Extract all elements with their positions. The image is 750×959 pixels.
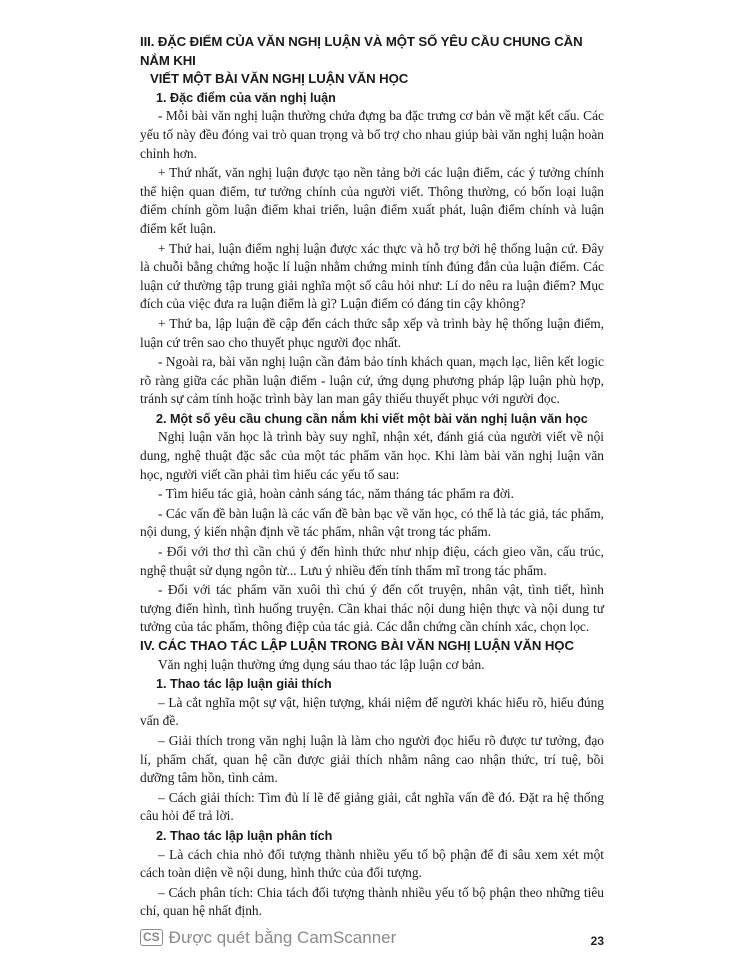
subheading: 1. Đặc điểm của văn nghị luận — [156, 90, 336, 105]
camscanner-logo-icon: CS — [140, 929, 163, 946]
paragraph: – Cách phân tích: Chia tách đối tượng thành nhiều yếu tố bộ phận theo những tiêu chí, quan hệ nhất định. — [140, 884, 604, 919]
paragraph: - Đối với thơ thì cần chú ý đến hình thức như nhịp điệu, cách gieo vần, cấu trúc, nghệ thuật sử dụng ngôn từ... Lưu ý nhiều đến tính thẩm mĩ trong tác phẩm. — [140, 544, 604, 578]
page-footer — [140, 927, 604, 949]
paragraph: - Các vấn đề bàn luận là các vấn đề bàn bạc về văn học, có thể là tác giả, tác phẩm, nội dung, ý kiến nhận định về tác phẩm, nhân vật trong tác phẩm. — [140, 505, 604, 540]
page-number: 23 — [590, 933, 604, 948]
paragraph: - Tìm hiểu tác giả, hoàn cảnh sáng tác, năm tháng tác phẩm ra đời. — [158, 486, 514, 502]
section-3-heading — [140, 33, 604, 89]
paragraph: Văn nghị luận thường ứng dụng sáu thao tác lập luận cơ bản. — [158, 656, 485, 672]
paragraph: + Thứ hai, luận điểm nghị luận được xác thực và hỗ trợ bởi hệ thống luận cứ. Đây là chuỗi bằng chứng hoặc lí luận nhằm chứng minh tính đúng đắn của luận điểm. Các luận cứ thường tập trung giải nghĩa một số câu hỏi như: Lí do nêu ra luận điểm? Mục đích của việc đưa ra luận điểm là gì? Luận điểm có đáng tin cậy không? — [140, 240, 604, 312]
camscanner-watermark — [140, 927, 396, 949]
heading-line: III. ĐẶC ĐIỂM CỦA VĂN NGHỊ LUẬN VÀ MỘT SỐ YÊU CẦU CHUNG CẦN NẮM KHI — [140, 34, 583, 68]
subheading: 2. Thao tác lập luận phân tích — [156, 828, 333, 843]
paragraph: – Cách giải thích: Tìm đủ lí lẽ để giảng giải, cắt nghĩa vấn đề đó. Đặt ra hệ thống câu hỏi để trả lời. — [140, 789, 604, 824]
paragraph: - Mỗi bài văn nghị luận thường chứa đựng ba đặc trưng cơ bản về mặt kết cấu. Các yếu tố này đều đóng vai trò quan trọng và bổ trợ cho nhau giúp bài văn nghị luận hoàn chỉnh hơn. — [140, 108, 604, 161]
section-4-heading: IV. CÁC THAO TÁC LẬP LUẬN TRONG BÀI VĂN NGHỊ LUẬN VĂN HỌC — [140, 638, 574, 653]
subheading: 1. Thao tác lập luận giải thích — [156, 677, 332, 692]
paragraph: - Đối với tác phẩm văn xuôi thì chú ý đến cốt truyện, nhân vật, tình tiết, hình tượng điển hình, tình huống truyện. Cần khai thác nội dung hiện thực và nội dung tư tưởng của tác phẩm, thông điệp của tác giả. Các dẫn chứng cần chính xác, chọn lọc. — [140, 582, 604, 635]
paragraph: Nghị luận văn học là trình bày suy nghĩ, nhận xét, đánh giá của người viết về nội dung, nghệ thuật đặc sắc của một tác phẩm văn học. Khi làm bài văn nghị luận văn học, người viết cần phải tìm hiểu các yếu tố sau: — [140, 429, 604, 482]
paragraph: – Giải thích trong văn nghị luận là làm cho người đọc hiểu rõ được tư tưởng, đạo lí, phẩm chất, quan hệ cần được giải thích nhằm nâng cao nhận thức, trí tuệ, bồi dưỡng tâm hồn, tình cảm. — [140, 732, 604, 786]
document-page — [140, 33, 604, 921]
watermark-text: Được quét bằng CamScanner — [168, 927, 397, 947]
paragraph: – Là cách chia nhỏ đối tượng thành nhiều yếu tố bộ phận để đi sâu xem xét một cách toàn diện về nội dung, hình thức của đối tượng. — [140, 846, 604, 881]
paragraph: – Là cắt nghĩa một sự vật, hiện tượng, khái niệm để người khác hiểu rõ, hiểu đúng vấn đề. — [140, 694, 604, 729]
paragraph: - Ngoài ra, bài văn nghị luận cần đảm bảo tính khách quan, mạch lạc, liên kết logic rõ ràng giữa các phần luận điểm - luận cứ, ứng dụng phương pháp lập luận phù hợp, tránh sự cảm tính hoặc trình bày lan man gây thiếu thuyết phục với người đọc. — [140, 354, 604, 407]
heading-line: VIẾT MỘT BÀI VĂN NGHỊ LUẬN VĂN HỌC — [150, 71, 409, 87]
subheading: 2. Một số yêu cầu chung cần nắm khi viết một bài văn nghị luận văn học — [156, 411, 588, 426]
paragraph: + Thứ nhất, văn nghị luận được tạo nền tảng bởi các luận điểm, các ý tưởng chính thể hiện quan điểm, tư tưởng chính của người viết. Thông thường, có bốn loại luận điểm chính gồm luận điểm khai triển, luận điểm xuất phát, luận điểm chính và luận điểm kết luận. — [140, 165, 604, 236]
paragraph: + Thứ ba, lập luận đề cập đến cách thức sắp xếp và trình bày hệ thống luận điểm, luận cứ trên sao cho thuyết phục người đọc nhất. — [140, 315, 604, 350]
